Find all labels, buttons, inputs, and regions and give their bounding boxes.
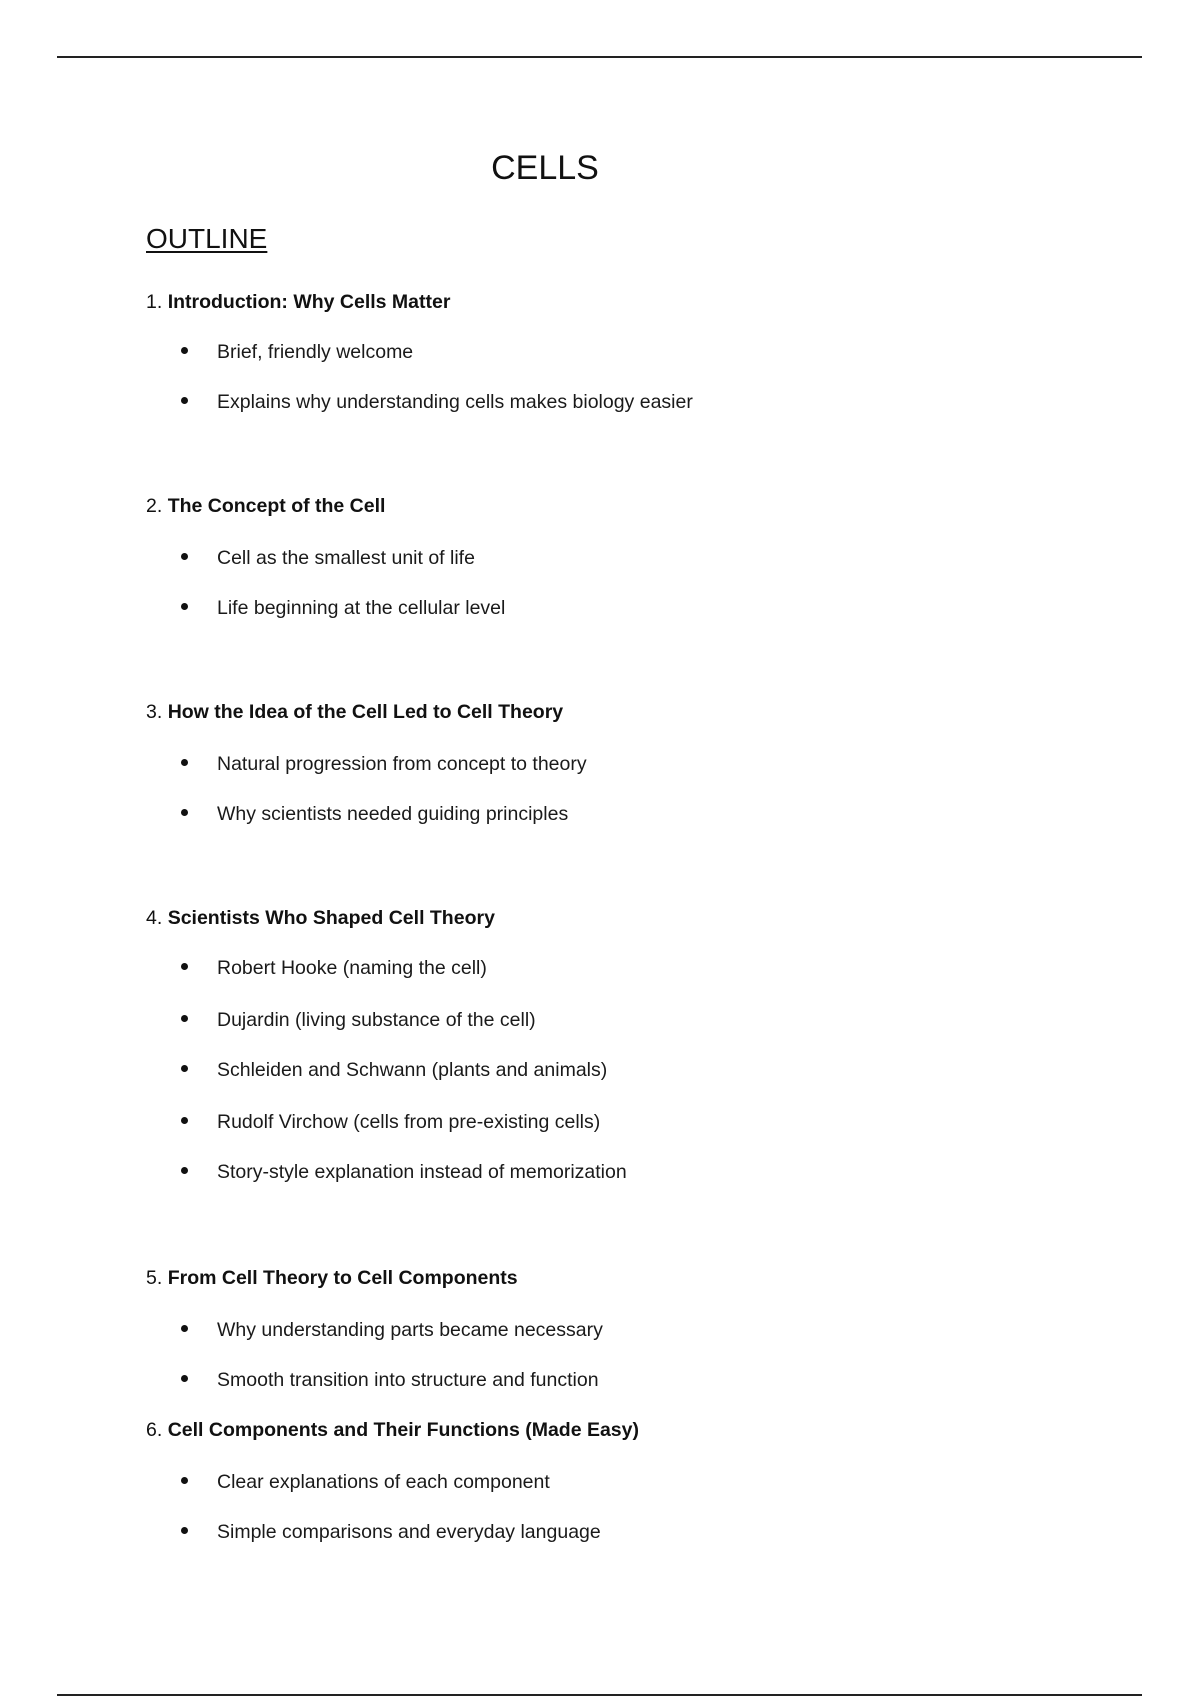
section-number: 5. [146, 1267, 163, 1289]
list-item-text: Why scientists needed guiding principles [217, 803, 569, 825]
list-item-text: Smooth transition into structure and function [217, 1369, 599, 1391]
section-6-heading [146, 1418, 639, 1442]
list-item [181, 390, 693, 414]
list-item [181, 802, 568, 826]
bullet-icon [181, 809, 188, 816]
bullet-icon [181, 1375, 188, 1382]
list-item-text: Why understanding parts became necessary [217, 1319, 603, 1341]
list-item-text: Story-style explanation instead of memorization [217, 1161, 627, 1183]
list-item-text: Dujardin (living substance of the cell) [217, 1009, 536, 1031]
footer-rule [57, 1694, 1142, 1696]
list-item [181, 596, 505, 620]
section-1-heading [146, 290, 450, 314]
list-item [181, 1368, 599, 1392]
section-title: Cell Components and Their Functions (Made Easy) [167, 1419, 639, 1441]
list-item [181, 1470, 550, 1494]
section-4-heading [146, 906, 495, 930]
list-item [181, 1058, 607, 1082]
section-title: The Concept of the Cell [167, 495, 386, 517]
bullet-icon [181, 1325, 188, 1332]
list-item-text: Schleiden and Schwann (plants and animals) [217, 1059, 608, 1081]
section-number: 2. [146, 495, 163, 517]
section-5-heading [146, 1266, 518, 1290]
bullet-icon [181, 963, 188, 970]
list-item [181, 1110, 600, 1134]
bullet-icon [181, 1167, 188, 1174]
bullet-icon [181, 1117, 188, 1124]
bullet-icon [181, 397, 188, 404]
list-item-text: Rudolf Virchow (cells from pre-existing cells) [217, 1111, 601, 1133]
section-title: Scientists Who Shaped Cell Theory [167, 907, 495, 929]
bullet-icon [181, 1015, 188, 1022]
list-item [181, 340, 413, 364]
section-title: Introduction: Why Cells Matter [167, 291, 451, 313]
list-item-text: Explains why understanding cells makes biology easier [217, 391, 693, 413]
list-item [181, 1318, 603, 1342]
list-item [181, 956, 487, 980]
bullet-icon [181, 759, 188, 766]
section-title: How the Idea of the Cell Led to Cell Theory [167, 701, 564, 723]
list-item [181, 1160, 627, 1184]
list-item-text: Natural progression from concept to theory [217, 753, 587, 775]
list-item [181, 546, 475, 570]
bullet-icon [181, 1065, 188, 1072]
section-3-heading [146, 700, 563, 724]
bullet-icon [181, 1527, 188, 1534]
section-title: From Cell Theory to Cell Components [167, 1267, 518, 1289]
section-number: 1. [146, 291, 163, 313]
section-2-heading [146, 494, 385, 518]
list-item-text: Simple comparisons and everyday language [217, 1521, 601, 1543]
list-item-text: Clear explanations of each component [217, 1471, 550, 1493]
section-number: 3. [146, 701, 163, 723]
list-item-text: Cell as the smallest unit of life [217, 547, 475, 569]
bullet-icon [181, 347, 188, 354]
bullet-icon [181, 553, 188, 560]
section-number: 6. [146, 1419, 163, 1441]
outline-heading: OUTLINE [146, 223, 268, 254]
section-number: 4. [146, 907, 163, 929]
list-item-text: Robert Hooke (naming the cell) [217, 957, 487, 979]
bullet-icon [181, 603, 188, 610]
list-item [181, 1520, 601, 1544]
document-title: CELLS [491, 149, 599, 187]
list-item-text: Life beginning at the cellular level [217, 597, 506, 619]
bullet-icon [181, 1477, 188, 1484]
list-item [181, 1008, 536, 1032]
list-item [181, 752, 587, 776]
header-rule [57, 56, 1142, 58]
list-item-text: Brief, friendly welcome [217, 341, 414, 363]
